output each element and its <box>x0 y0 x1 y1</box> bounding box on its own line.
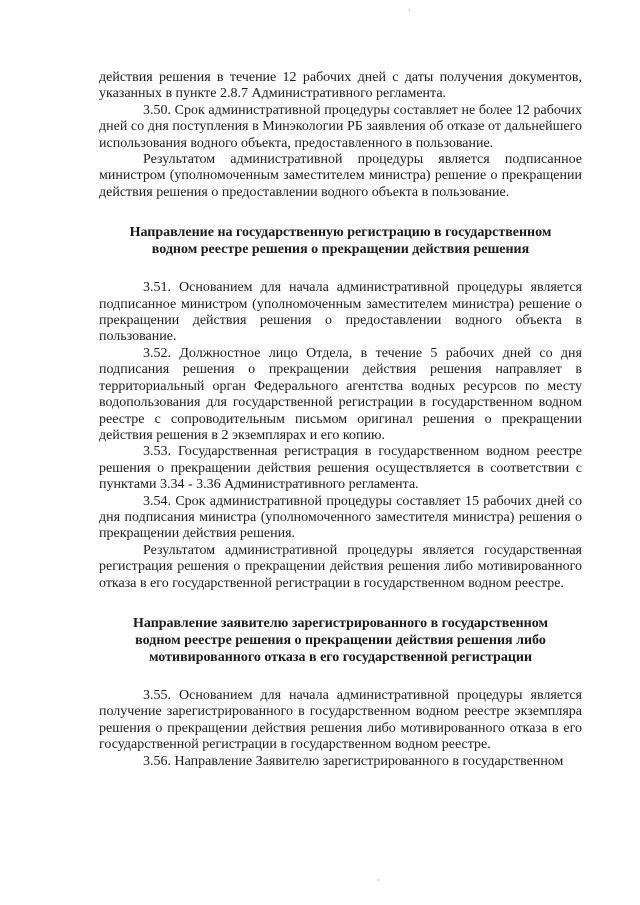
paragraph-3-50: 3.50. Срок административной процедуры составляет не более 12 рабочих дней со дня поступления в Минэкологии РБ заявления об отказе от дальнейшего использования водного объекта, предоставленного в пользование. <box>99 102 582 151</box>
paragraph-3-54: 3.54. Срок административной процедуры составляет 15 рабочих дней со дня подписания министра (уполномоченного заместителя министра) решения о прекращении действия решения. <box>99 493 582 542</box>
section-heading-registration: Направление на государственную регистрацию в государственном водном реестре решения о прекращении действия решения <box>129 225 552 258</box>
paragraph-3-52: 3.52. Должностное лицо Отдела, в течение 5 рабочих дней со дня подписания решения о прекращении действия решения направляет в территориальный орган Федерального агентства водных ресурсов по месту водопользования для государственной регистрации в государственном водном реестре с сопроводительным письмом оригинал решения о прекращении действия решения в 2 экземплярах и его копию. <box>99 345 582 443</box>
document-body <box>99 70 582 770</box>
paragraph-continuation: действия решения в течение 12 рабочих дней с даты получения документов, указанных в пункте 2.8.7 Административного регламента. <box>99 70 582 102</box>
scan-dot-mark: · <box>408 6 411 15</box>
paragraph-result-1: Результатом административной процедуры является подписанное министром (уполномоченным заместителем министра) решение о прекращении действия решения о предоставлении водного объекта в пользование. <box>99 152 582 200</box>
paragraph-3-55: 3.55. Основанием для начала административной процедуры является получение зарегистрированного в государственном водном реестре экземпляра решения о прекращении действия решения либо мотивированного отказа в его государственной регистрации в государственном водном реестре. <box>99 687 582 753</box>
paragraph-3-51: 3.51. Основанием для начала административной процедуры является подписанное министром (уполномоченным заместителем министра) решение о прекращении действия решения о предоставлении водного объекта в пользование. <box>99 280 582 345</box>
paragraph-result-2: Результатом административной процедуры является государственная регистрация решения о прекращении действия решения либо мотивированного отказа в его государственной регистрации в государственном водном реестре. <box>99 542 582 591</box>
spacer <box>99 201 582 224</box>
scan-dot-mark: · <box>377 876 380 885</box>
spacer <box>99 666 582 688</box>
section-heading-notification: Направление заявителю зарегистрированного в государственном водном реестре решения о прекращении действия решения либо мотивированного отказа в его государственной регистрации <box>133 615 548 665</box>
paragraph-3-56: 3.56. Направление Заявителю зарегистрированного в государственном <box>143 753 564 769</box>
spacer <box>99 592 582 615</box>
paragraph-3-53: 3.53. Государственная регистрация в государственном водном реестре решения о прекращении действия решения осуществляется в соответствии с пунктами 3.34 - 3.36 Административного регламента. <box>99 444 582 493</box>
spacer <box>99 258 582 280</box>
